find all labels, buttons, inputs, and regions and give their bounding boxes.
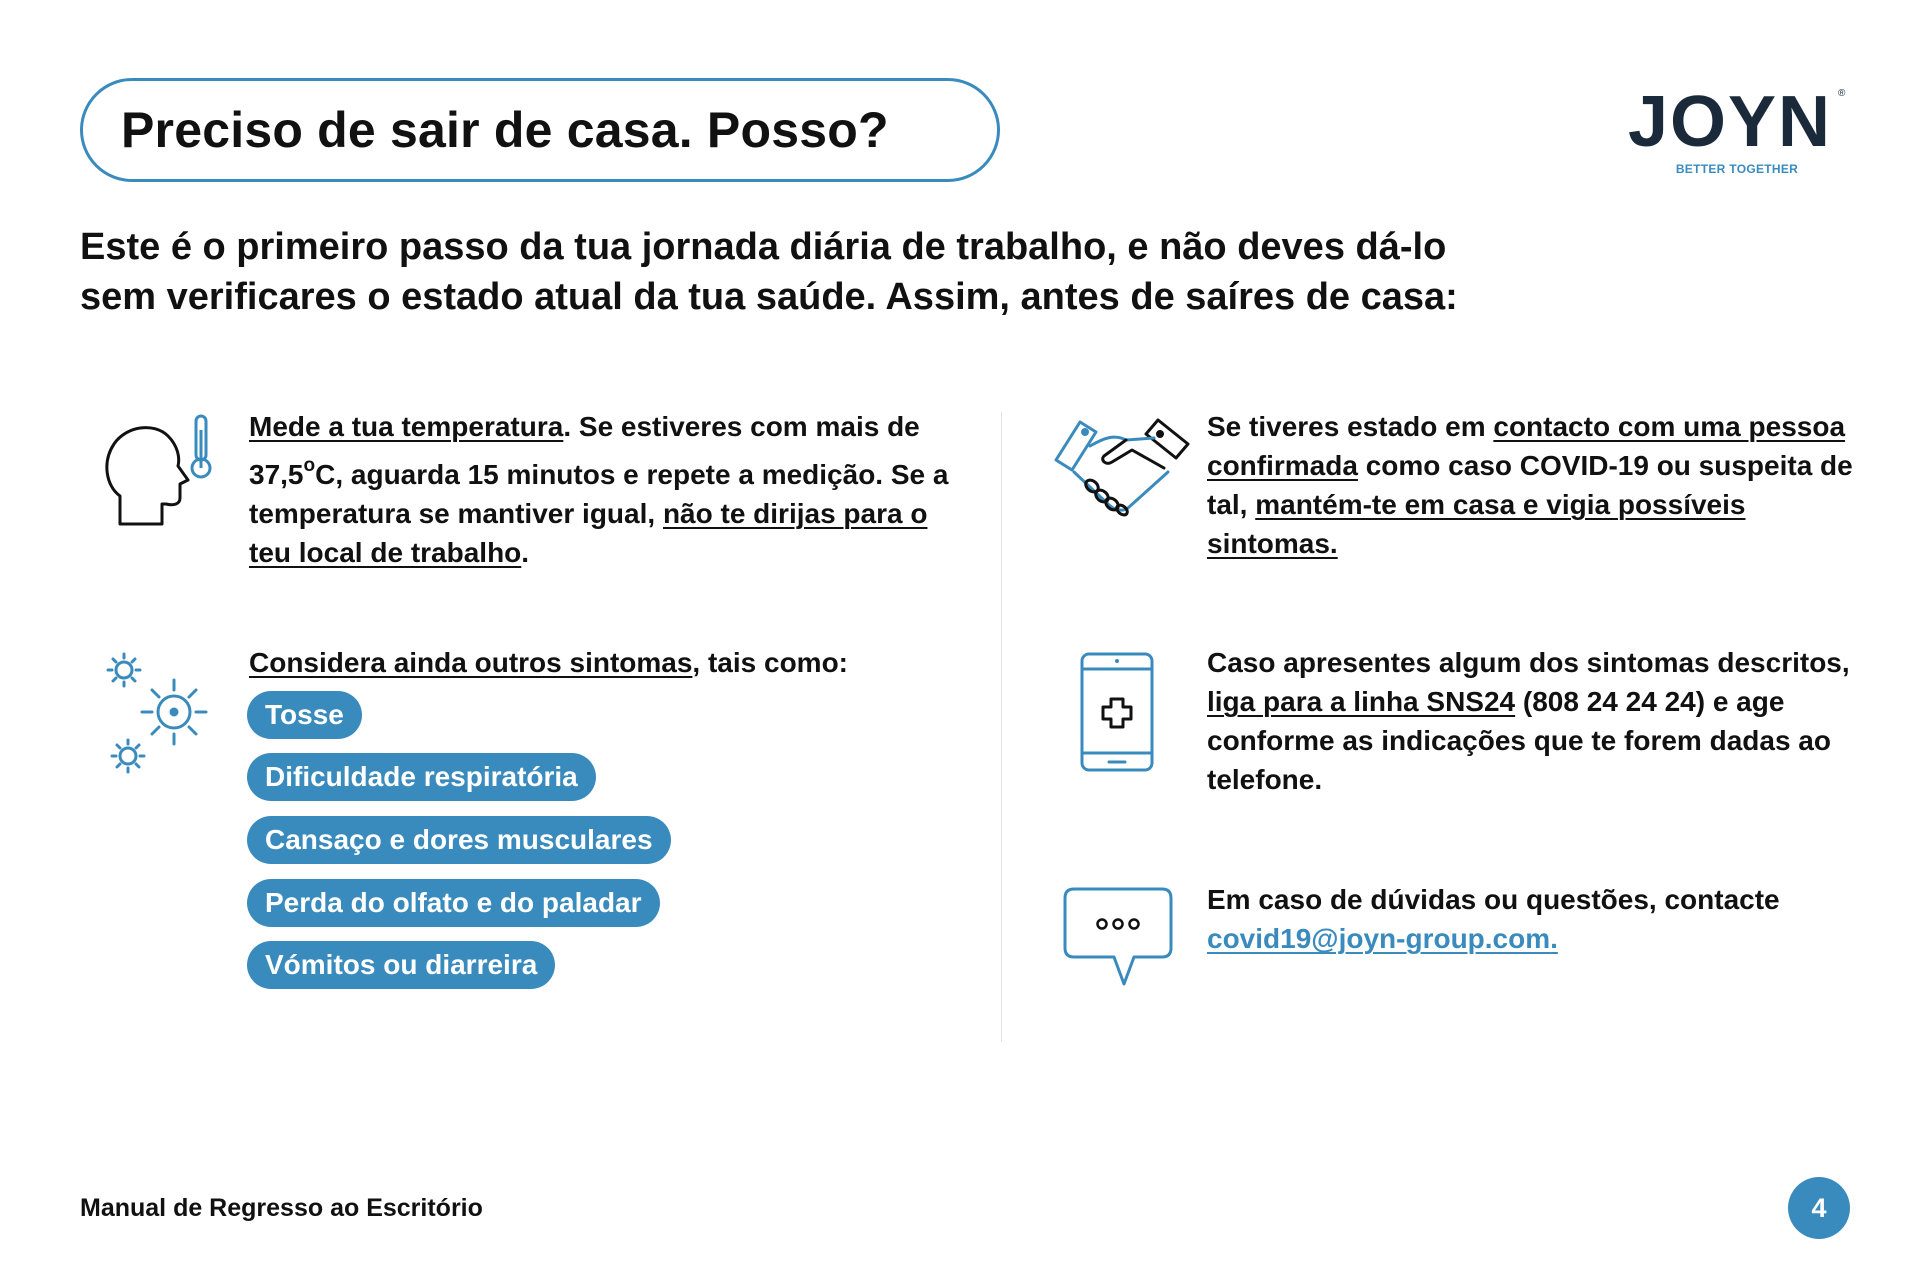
logo-registered: ® [1838, 88, 1846, 99]
head-thermometer-icon [104, 414, 216, 526]
email-link[interactable]: covid19@joyn-group.com [1207, 923, 1551, 954]
intro-text: Este é o primeiro passo da tua jornada diária de trabalho, e não deves dá-lo sem verificares o estado atual da tua saúde. Assim, antes de saíres de casa: [80, 226, 1458, 318]
symptom-pill: Cansaço e dores musculares [247, 816, 671, 864]
symptom-pill: Perda do olfato e do paladar [247, 879, 660, 927]
page-title: Preciso de sair de casa. Posso? [80, 78, 1000, 182]
contact-text: Se tiveres estado em contacto com uma pessoa confirmada como caso COVID-19 ou suspeita de tal, mantém-te em casa e vigia possíveis sintomas. [1207, 411, 1853, 559]
symptom-pill: Dificuldade respiratória [247, 753, 596, 801]
logo-wordmark: JOYN [1627, 82, 1833, 162]
sns-text: Caso apresentes algum dos sintomas descritos, liga para a linha SNS24 (808 24 24 24) e age conforme as indicações que te forem dadas ao telefone. [1207, 647, 1850, 795]
phone-medical-icon [1079, 651, 1155, 773]
questions-text: Em caso de dúvidas ou questões, contacte covid19@joyn-group.com. [1207, 884, 1780, 954]
page-number: 4 [1788, 1177, 1850, 1239]
chat-bubble-icon [1062, 886, 1174, 988]
footer-text: Manual de Regresso ao Escritório [80, 1194, 483, 1222]
symptoms-text: Considera ainda outros sintomas, tais como: [249, 647, 849, 678]
logo-tagline: BETTER TOGETHER [1675, 162, 1799, 176]
column-divider [1001, 412, 1002, 1042]
virus-icon [104, 648, 212, 778]
symptom-pill: Vómitos ou diarreira [247, 941, 555, 989]
joyn-logo [1610, 82, 1850, 181]
temperature-text: Mede a tua temperatura. Se estiveres com mais de 37,5$^o$C, aguarda 15 minutos e repete a medição. Se a temperatura se mantiver igual, não te dirijas para o teu local de trabalho. [249, 411, 949, 568]
handshake-icon [1052, 412, 1192, 522]
symptom-pill: Tosse [247, 691, 362, 739]
